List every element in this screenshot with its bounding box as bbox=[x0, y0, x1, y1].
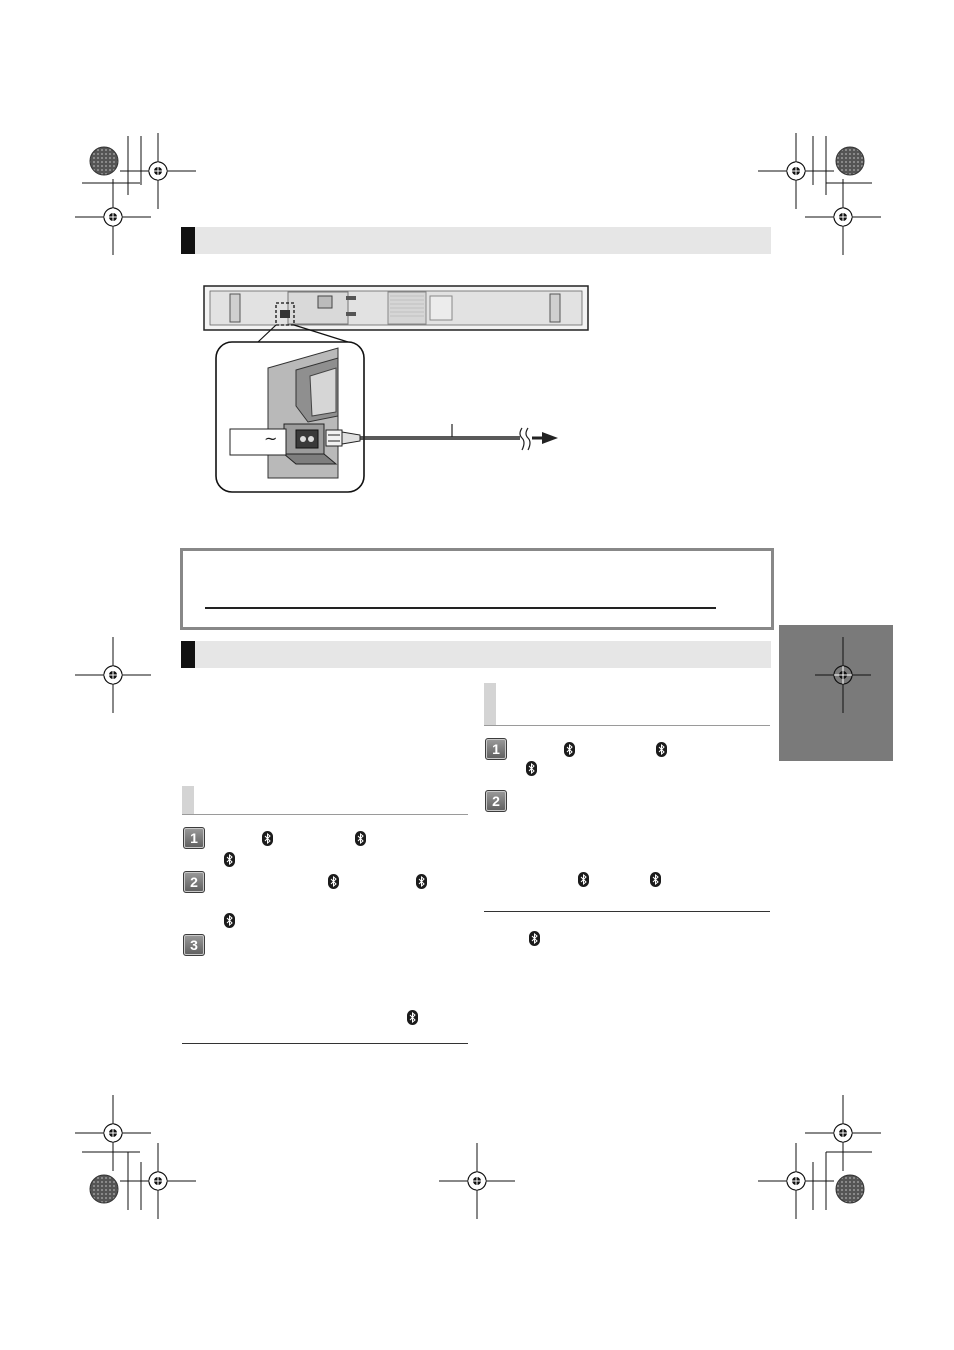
section-marker bbox=[181, 641, 195, 668]
ac-inlet-symbol: ~ bbox=[264, 429, 278, 448]
bluetooth-icon bbox=[262, 831, 273, 846]
bluetooth-icon bbox=[564, 742, 575, 757]
step-badge-right-2: 2 bbox=[485, 790, 507, 812]
bluetooth-icon bbox=[224, 852, 235, 867]
bluetooth-icon bbox=[526, 761, 537, 776]
step-badge-right-1: 1 bbox=[485, 738, 507, 760]
section-header-bar-2 bbox=[181, 641, 771, 668]
bluetooth-icon bbox=[355, 831, 366, 846]
bluetooth-icon bbox=[656, 742, 667, 757]
right-column-rule bbox=[484, 911, 770, 912]
bluetooth-icon bbox=[650, 872, 661, 887]
step-badge-left-2: 2 bbox=[183, 871, 205, 893]
bluetooth-icon bbox=[224, 913, 235, 928]
side-tab-registration-mark bbox=[803, 630, 883, 720]
section-header-bar-1 bbox=[181, 227, 771, 254]
subsection-header-left bbox=[182, 786, 468, 815]
power-connection-diagram bbox=[200, 282, 600, 502]
notice-box bbox=[180, 548, 774, 630]
section-marker bbox=[181, 227, 195, 254]
step-badge-left-1: 1 bbox=[183, 827, 205, 849]
bluetooth-icon bbox=[407, 1010, 418, 1025]
subsection-header-right bbox=[484, 683, 770, 726]
bluetooth-icon bbox=[529, 931, 540, 946]
bluetooth-icon bbox=[578, 872, 589, 887]
step-badge-left-3: 3 bbox=[183, 934, 205, 956]
notice-underline bbox=[205, 607, 716, 609]
left-column-end-rule bbox=[182, 1043, 468, 1044]
bluetooth-icon bbox=[416, 874, 427, 889]
bluetooth-icon bbox=[328, 874, 339, 889]
